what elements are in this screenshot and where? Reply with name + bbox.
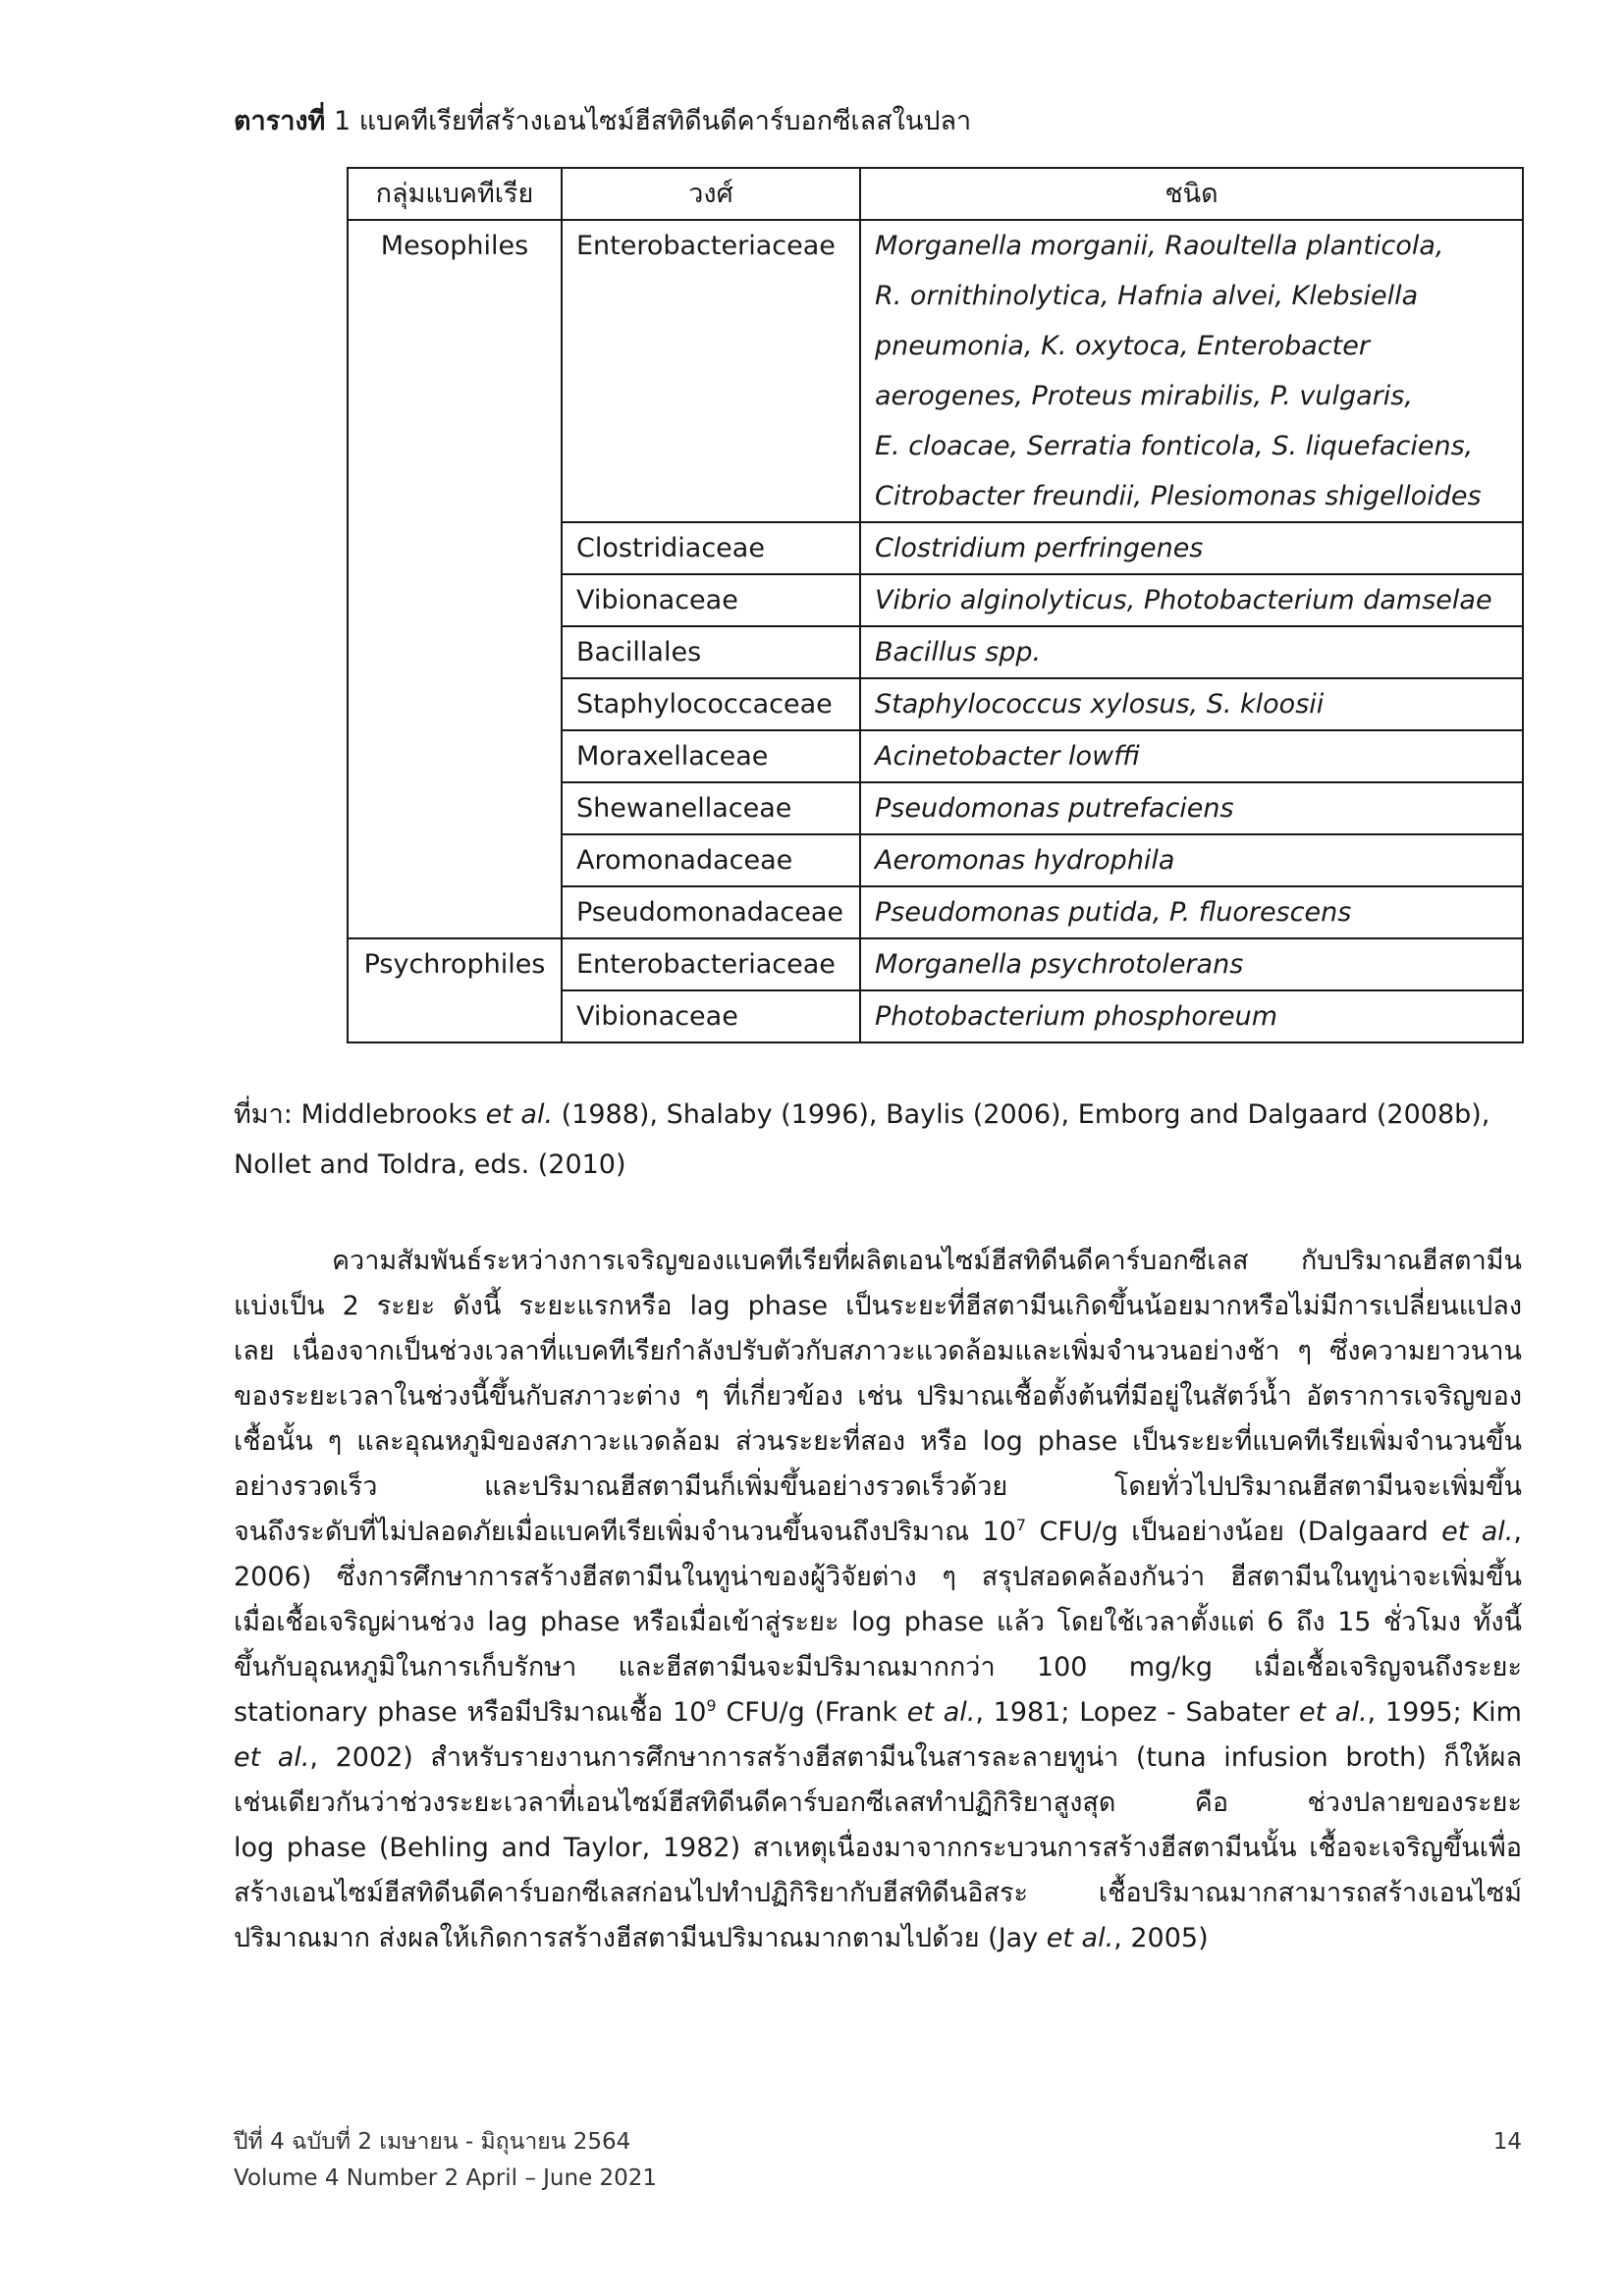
body-segment: CFU/g เป็นอย่างน้อย (Dalgaard — [1026, 1517, 1442, 1547]
family-cell: Vibionaceae — [562, 574, 860, 626]
body-line — [234, 1329, 1522, 1374]
group-cell — [348, 522, 562, 574]
table-header-row — [348, 168, 1523, 220]
family-cell: Staphylococcaceae — [562, 678, 860, 730]
species-cell — [860, 730, 1523, 782]
table-row — [348, 574, 1523, 626]
species-line: aerogenes, Proteus mirabilis, P. vulgaris, — [875, 381, 1413, 411]
body-segment: แบ่งเป็น 2 ระยะ ดังนี้ ระยะแรกหรือ lag phase เป็นระยะที่ฮีสตามีนเกิดขึ้นน้อยมากหรือไม่มีการเปลี่ยนแปลง — [234, 1291, 1522, 1321]
body-line — [234, 1555, 1522, 1600]
table-caption-number: 1 — [333, 106, 352, 136]
body-italic: et al. — [234, 1742, 310, 1773]
species-cell — [860, 522, 1523, 574]
source-et-al: et al. — [485, 1099, 554, 1130]
body-segment: 2006) ซึ่งการศึกษาการสร้างฮีสตามีนในทูน่าของผู้วิจัยต่าง ๆ สรุปสอดคล้องกันว่า ฮีสตามีนในทูน่าจะเพิ่มขึ้น — [234, 1562, 1522, 1592]
table-row — [348, 220, 1523, 522]
species-line: Photobacterium phosphoreum — [875, 1001, 1278, 1032]
species-cell — [860, 220, 1523, 522]
group-cell — [348, 574, 562, 626]
table-row — [348, 626, 1523, 678]
group-cell — [348, 730, 562, 782]
body-segment: , 1995; Kim — [1367, 1697, 1522, 1728]
body-line — [234, 1600, 1522, 1645]
source-text-b: (1988), Shalaby (1996), Baylis (2006), Emborg and Dalgaard (2008b), Nollet and Toldra, eds. (2010) — [234, 1099, 1490, 1180]
group-cell — [348, 834, 562, 886]
table-row — [348, 886, 1523, 938]
body-segment: , — [1513, 1517, 1522, 1547]
species-line: Morganella morganii, Raoultella planticola, — [875, 231, 1444, 261]
body-line — [234, 1826, 1522, 1871]
table-row — [348, 522, 1523, 574]
body-segment: ปริมาณมาก ส่งผลให้เกิดการสร้างฮีสตามีนปริมาณมากตามไปด้วย (Jay — [234, 1923, 1047, 1953]
body-italic: et al. — [1046, 1923, 1114, 1953]
table-row — [348, 730, 1523, 782]
body-segment: log phase (Behling and Taylor, 1982) สาเหตุเนื่องมาจากกระบวนการสร้างฮีสตามีนนั้น เชื้อจะเจริญขึ้นเพื่อ — [234, 1833, 1522, 1863]
group-cell — [348, 782, 562, 834]
group-cell — [348, 626, 562, 678]
body-line — [234, 1239, 1522, 1284]
species-line: Acinetobacter lowffi — [875, 741, 1141, 772]
body-segment: ความสัมพันธ์ระหว่างการเจริญของแบคทีเรียที่ผลิตเอนไซม์ฮีสทิดีนดีคาร์บอกซีเลส กับปริมาณฮีสตามีน — [332, 1246, 1522, 1276]
body-segment: เช่นเดียวกันว่าช่วงระยะเวลาที่เอนไซม์ฮีสทิดีนดีคาร์บอกซีเลสทำปฏิกิริยาสูงสุด คือ ช่วงปลายของระยะ — [234, 1788, 1522, 1818]
family-cell: Clostridiaceae — [562, 522, 860, 574]
group-cell — [348, 886, 562, 938]
header-group: กลุ่มแบคทีเรีย — [348, 168, 562, 220]
species-cell — [860, 626, 1523, 678]
group-cell: Mesophiles — [348, 220, 562, 522]
body-segment: เชื้อนั้น ๆ และอุณหภูมิของสภาวะแวดล้อม ส่วนระยะที่สอง หรือ log phase เป็นระยะที่แบคทีเรียเพิ่มจำนวนขึ้น — [234, 1426, 1522, 1457]
family-cell: Pseudomonadaceae — [562, 886, 860, 938]
family-cell: Bacillales — [562, 626, 860, 678]
body-line — [234, 1645, 1522, 1690]
body-segment: เมื่อเชื้อเจริญผ่านช่วง lag phase หรือเมื่อเข้าสู่ระยะ log phase แล้ว โดยใช้เวลาตั้งแต่ 6 ถึง 15 ชั่วโมง ทั้งนี้ — [234, 1607, 1522, 1637]
body-paragraph — [234, 1239, 1522, 1961]
body-line — [234, 1465, 1522, 1510]
source-note — [234, 1090, 1522, 1190]
body-line — [234, 1510, 1522, 1555]
species-line: Aeromonas hydrophila — [875, 845, 1175, 876]
table-row — [348, 678, 1523, 730]
body-line — [234, 1374, 1522, 1419]
body-segment: stationary phase หรือมีปริมาณเชื้อ 10 — [234, 1697, 707, 1728]
body-segment: จนถึงระดับที่ไม่ปลอดภัยเมื่อแบคทีเรียเพิ่มจำนวนขึ้นจนถึงปริมาณ 10 — [234, 1517, 1016, 1547]
species-cell — [860, 886, 1523, 938]
body-segment: , 2005) — [1113, 1923, 1209, 1953]
species-cell — [860, 938, 1523, 990]
species-line: Citrobacter freundii, Plesiomonas shigelloides — [875, 481, 1482, 511]
species-cell — [860, 834, 1523, 886]
species-line: Bacillus spp. — [875, 637, 1042, 667]
species-cell — [860, 782, 1523, 834]
species-line: Staphylococcus xylosus, S. kloosii — [875, 689, 1325, 720]
table-caption-title: แบคทีเรียที่สร้างเอนไซม์ฮีสทิดีนดีคาร์บอกซีเลสในปลา — [358, 106, 972, 136]
body-segment: ขึ้นกับอุณหภูมิในการเก็บรักษา และฮีสตามีนจะมีปริมาณมากกว่า 100 mg/kg เมื่อเชื้อเจริญจนถึงระยะ — [234, 1652, 1522, 1682]
body-line — [234, 1690, 1522, 1735]
body-line — [234, 1735, 1522, 1781]
body-segment: , 2002) สำหรับรายงานการศึกษาการสร้างฮีสตามีนในสารละลายทูน่า (tuna infusion broth) ก็ให้ผล — [309, 1742, 1522, 1773]
group-cell — [348, 678, 562, 730]
header-species: ชนิด — [860, 168, 1523, 220]
species-line: E. cloacae, Serratia fonticola, S. liquefaciens, — [875, 431, 1474, 461]
source-text-a: Middlebrooks — [300, 1099, 478, 1130]
species-line: pneumonia, K. oxytoca, Enterobacter — [875, 331, 1370, 361]
family-cell: Enterobacteriaceae — [562, 220, 860, 522]
family-cell: Moraxellaceae — [562, 730, 860, 782]
family-cell: Enterobacteriaceae — [562, 938, 860, 990]
body-line — [234, 1871, 1522, 1916]
footer-thai: ปีที่ 4 ฉบับที่ 2 เมษายน - มิถุนายน 2564 — [234, 2129, 631, 2155]
body-italic: et al. — [1441, 1517, 1514, 1547]
table-caption-label: ตารางที่ — [234, 106, 326, 136]
species-line: R. ornithinolytica, Hafnia alvei, Klebsiella — [875, 281, 1419, 311]
body-superscript: 7 — [1015, 1516, 1027, 1534]
species-cell — [860, 678, 1523, 730]
table-row — [348, 834, 1523, 886]
bacteria-table — [347, 167, 1524, 1043]
body-segment: CFU/g (Frank — [716, 1697, 907, 1728]
header-family: วงศ์ — [562, 168, 860, 220]
footer-english: Volume 4 Number 2 April – June 2021 — [234, 2165, 658, 2191]
species-cell — [860, 990, 1523, 1042]
page-number: 14 — [1492, 2129, 1522, 2155]
body-superscript: 9 — [706, 1696, 717, 1715]
body-italic: et al. — [906, 1697, 976, 1728]
family-cell: Vibionaceae — [562, 990, 860, 1042]
family-cell: Shewanellaceae — [562, 782, 860, 834]
table-row — [348, 990, 1523, 1042]
group-cell: Psychrophiles — [348, 938, 562, 990]
species-line: Clostridium perfringenes — [875, 533, 1204, 563]
species-cell — [860, 574, 1523, 626]
body-line — [234, 1284, 1522, 1329]
species-line: Pseudomonas putida, P. fluorescens — [875, 897, 1352, 928]
family-cell: Aromonadaceae — [562, 834, 860, 886]
body-segment: , 1981; Lopez - Sabater — [975, 1697, 1299, 1728]
table-caption — [234, 102, 971, 141]
body-segment: อย่างรวดเร็ว และปริมาณฮีสตามีนก็เพิ่มขึ้นอย่างรวดเร็วด้วย โดยทั่วไปปริมาณฮีสตามีนจะเพิ่มขึ้น — [234, 1471, 1522, 1502]
body-segment: เลย เนื่องจากเป็นช่วงเวลาที่แบคทีเรียกำลังปรับตัวกับสภาวะแวดล้อมและเพิ่มจำนวนอย่างช้า ๆ ซึ่งความยาวนาน — [234, 1336, 1522, 1366]
body-segment: สร้างเอนไซม์ฮีสทิดีนดีคาร์บอกซีเลสก่อนไปทำปฏิกิริยากับฮีสทิดีนอิสระ เชื้อปริมาณมากสามารถสร้างเอนไซม์ — [234, 1878, 1522, 1908]
body-segment: ของระยะเวลาในช่วงนี้ขึ้นกับสภาวะต่าง ๆ ที่เกี่ยวข้อง เช่น ปริมาณเชื้อตั้งต้นที่มีอยู่ในสัตว์น้ำ อัตราการเจริญของ — [234, 1381, 1522, 1412]
table-row — [348, 938, 1523, 990]
body-italic: et al. — [1298, 1697, 1368, 1728]
source-label: ที่มา: — [234, 1099, 293, 1130]
body-line — [234, 1419, 1522, 1465]
body-line — [234, 1781, 1522, 1826]
species-line: Vibrio alginolyticus, Photobacterium damselae — [875, 585, 1492, 615]
table-row — [348, 782, 1523, 834]
species-line: Morganella psychrotolerans — [875, 949, 1244, 980]
group-cell — [348, 990, 562, 1042]
species-line: Pseudomonas putrefaciens — [875, 793, 1234, 824]
body-line — [234, 1916, 1522, 1961]
